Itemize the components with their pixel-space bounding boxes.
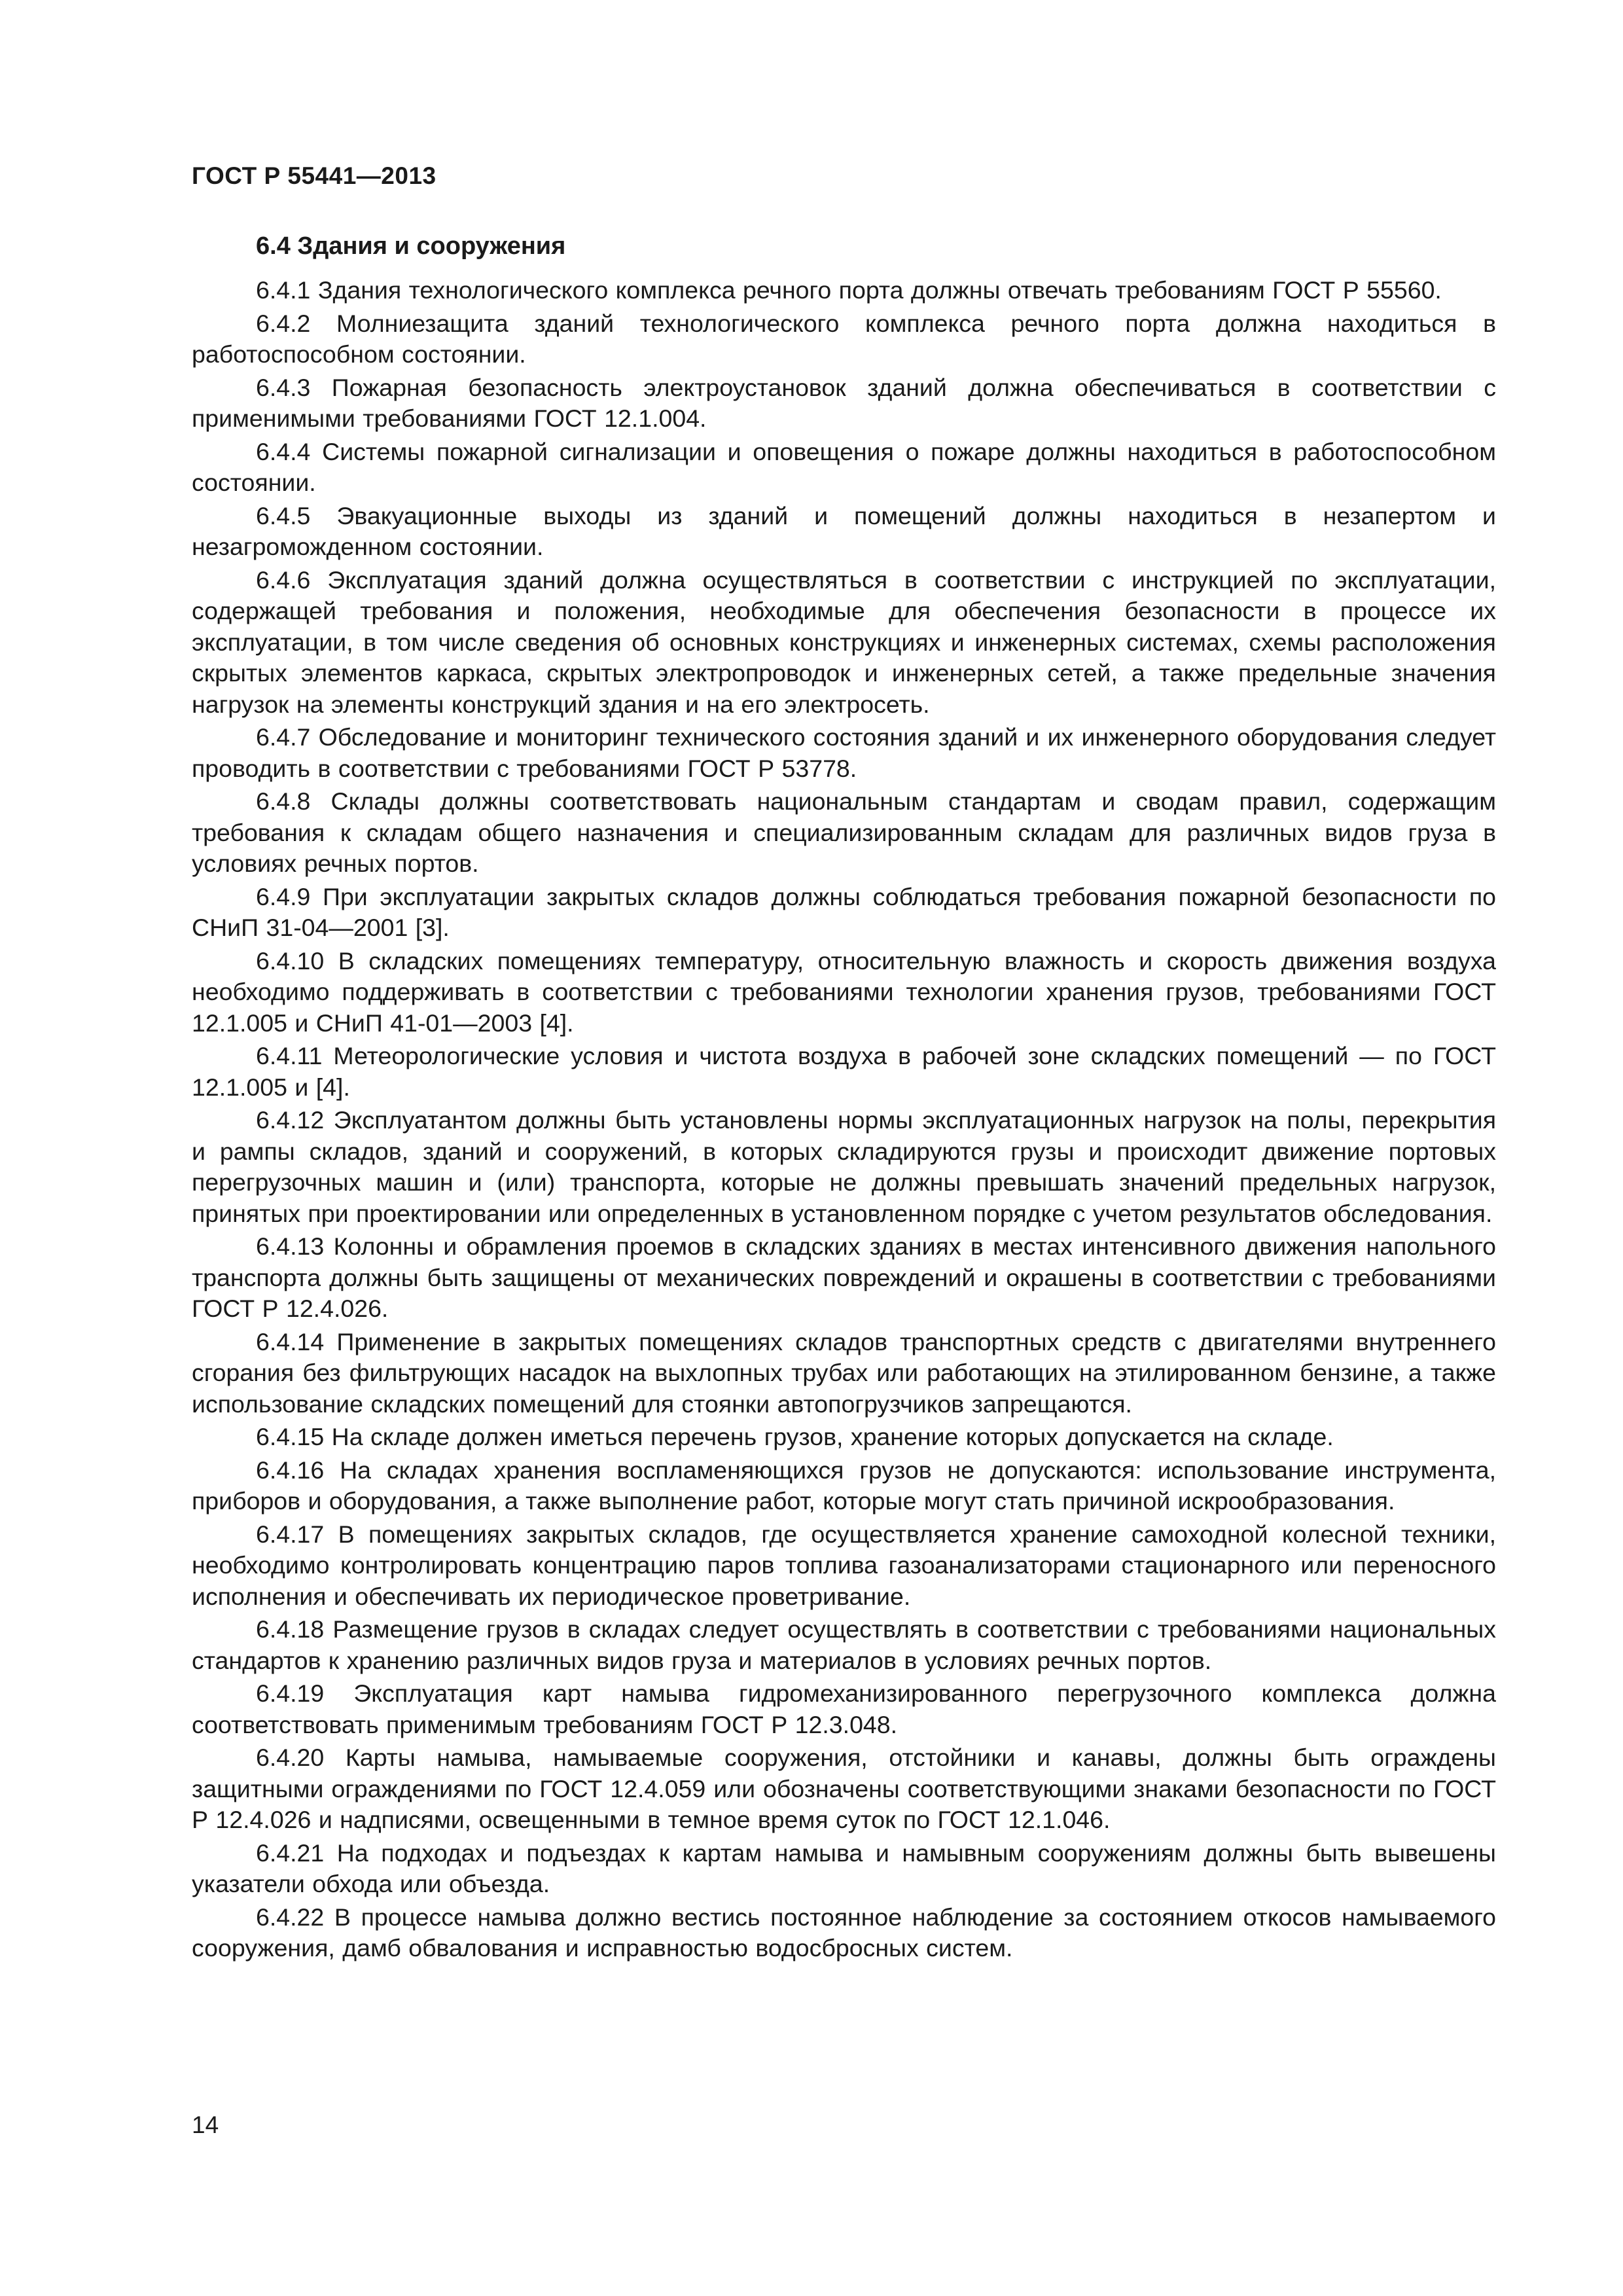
- paragraph: 6.4.13 Колонны и обрамления проемов в складских зданиях в местах интенсивного движения напольного транспорта должны быть защищены от механических повреждений и окрашены в соответствии с требованиями ГОСТ Р 12.4.026.: [192, 1232, 1496, 1322]
- paragraph: 6.4.2 Молниезащита зданий технологического комплекса речного порта должна находиться в работоспособном состоянии.: [192, 309, 1496, 368]
- section-title: 6.4 Здания и сооружения: [256, 232, 566, 260]
- paragraph: 6.4.21 На подходах и подъездах к картам намыва и намывным сооружениям должны быть вывешены указатели обхода или объезда.: [192, 1839, 1496, 1897]
- paragraph: 6.4.11 Метеорологические условия и чистота воздуха в рабочей зоне складских помещений — по ГОСТ 12.1.005 и [4].: [192, 1042, 1496, 1101]
- paragraph: 6.4.9 При эксплуатации закрытых складов должны соблюдаться требования пожарной безопасности по СНиП 31-04—2001 [3].: [192, 882, 1496, 941]
- paragraph: 6.4.17 В помещениях закрытых складов, где осуществляется хранение самоходной колесной техники, необходимо контролировать концентрацию паров топлива газоанализаторами стационарного или переносного исполнения и обеспечивать их периодическое проветривание.: [192, 1520, 1496, 1610]
- paragraph: 6.4.6 Эксплуатация зданий должна осуществляться в соответствии с инструкцией по эксплуатации, содержащей требования и положения, необходимые для обеспечения безопасности в процессе их эксплуатации, в том числе сведения об основных конструкциях и инженерных системах, схемы расположения скрытых элементов каркаса, скрытых электропроводок и инженерных сетей, а также предельные значения нагрузок на элементы конструкций здания и на его электросеть.: [192, 565, 1496, 718]
- paragraph: 6.4.4 Системы пожарной сигнализации и оповещения о пожаре должны находиться в работоспособном состоянии.: [192, 437, 1496, 496]
- document-id-header: ГОСТ Р 55441—2013: [192, 162, 437, 189]
- paragraph: 6.4.14 Применение в закрытых помещениях складов транспортных средств с двигателями внутреннего сгорания без фильтрующих насадок на выхлопных трубах или работающих на этилированном бензине, а также использование складских помещений для стоянки автопогрузчиков запрещаются.: [192, 1327, 1496, 1418]
- document-body: [192, 230, 1496, 1966]
- paragraph: 6.4.1 Здания технологического комплекса речного порта должны отвечать требованиям ГОСТ Р 55560.: [256, 276, 1442, 304]
- paragraph: 6.4.8 Склады должны соответствовать национальным стандартам и сводам правил, содержащим требования к складам общего назначения и специализированным складам для различных видов груза в условиях речных портов.: [192, 787, 1496, 877]
- paragraph: 6.4.15 На складе должен иметься перечень грузов, хранение которых допускается на складе.: [256, 1423, 1334, 1450]
- paragraph: 6.4.5 Эвакуационные выходы из зданий и помещений должны находиться в незапертом и незагроможденном состоянии.: [192, 501, 1496, 560]
- paragraph: 6.4.3 Пожарная безопасность электроустановок зданий должна обеспечиваться в соответствии с применимыми требованиями ГОСТ 12.1.004.: [192, 373, 1496, 432]
- paragraph-list: [192, 275, 1496, 1964]
- paragraph: 6.4.7 Обследование и мониторинг технического состояния зданий и их инженерного оборудования следует проводить в соответствии с требованиями ГОСТ Р 53778.: [192, 723, 1496, 782]
- page-number: 14: [192, 2111, 219, 2138]
- paragraph: 6.4.19 Эксплуатация карт намыва гидромеханизированного перегрузочного комплекса должна соответствовать применимым требованиям ГОСТ Р 12.3.048.: [192, 1679, 1496, 1738]
- paragraph: 6.4.18 Размещение грузов в складах следует осуществлять в соответствии с требованиями национальных стандартов к хранению различных видов груза и материалов в условиях речных портов.: [192, 1615, 1496, 1674]
- paragraph: 6.4.16 На складах хранения воспламеняющихся грузов не допускаются: использование инструмента, приборов и оборудования, а также выполнение работ, которые могут стать причиной искрообразования.: [192, 1456, 1496, 1515]
- paragraph: 6.4.20 Карты намыва, намываемые сооружения, отстойники и канавы, должны быть ограждены защитными ограждениями по ГОСТ 12.4.059 или обозначены соответствующими знаками безопасности по ГОСТ Р 12.4.026 и надписями, освещенными в темное время суток по ГОСТ 12.1.046.: [192, 1744, 1496, 1833]
- paragraph: 6.4.12 Эксплуатантом должны быть установлены нормы эксплуатационных нагрузок на полы, перекрытия и рампы складов, зданий и сооружений, в которых складируются грузы и происходит движение портовых перегрузочных машин и (или) транспорта, которые не должны превышать значений предельных нагрузок, принятых при проектировании или определенных в установленном порядке с учетом результатов обследования.: [192, 1106, 1496, 1227]
- paragraph: 6.4.22 В процессе намыва должно вестись постоянное наблюдение за состоянием откосов намываемого сооружения, дамб обвалования и исправностью водосбросных систем.: [192, 1903, 1496, 1962]
- paragraph: 6.4.10 В складских помещениях температуру, относительную влажность и скорость движения воздуха необходимо поддерживать в соответствии с требованиями технологии хранения грузов, требованиями ГОСТ 12.1.005 и СНиП 41-01—2003 [4].: [192, 946, 1496, 1037]
